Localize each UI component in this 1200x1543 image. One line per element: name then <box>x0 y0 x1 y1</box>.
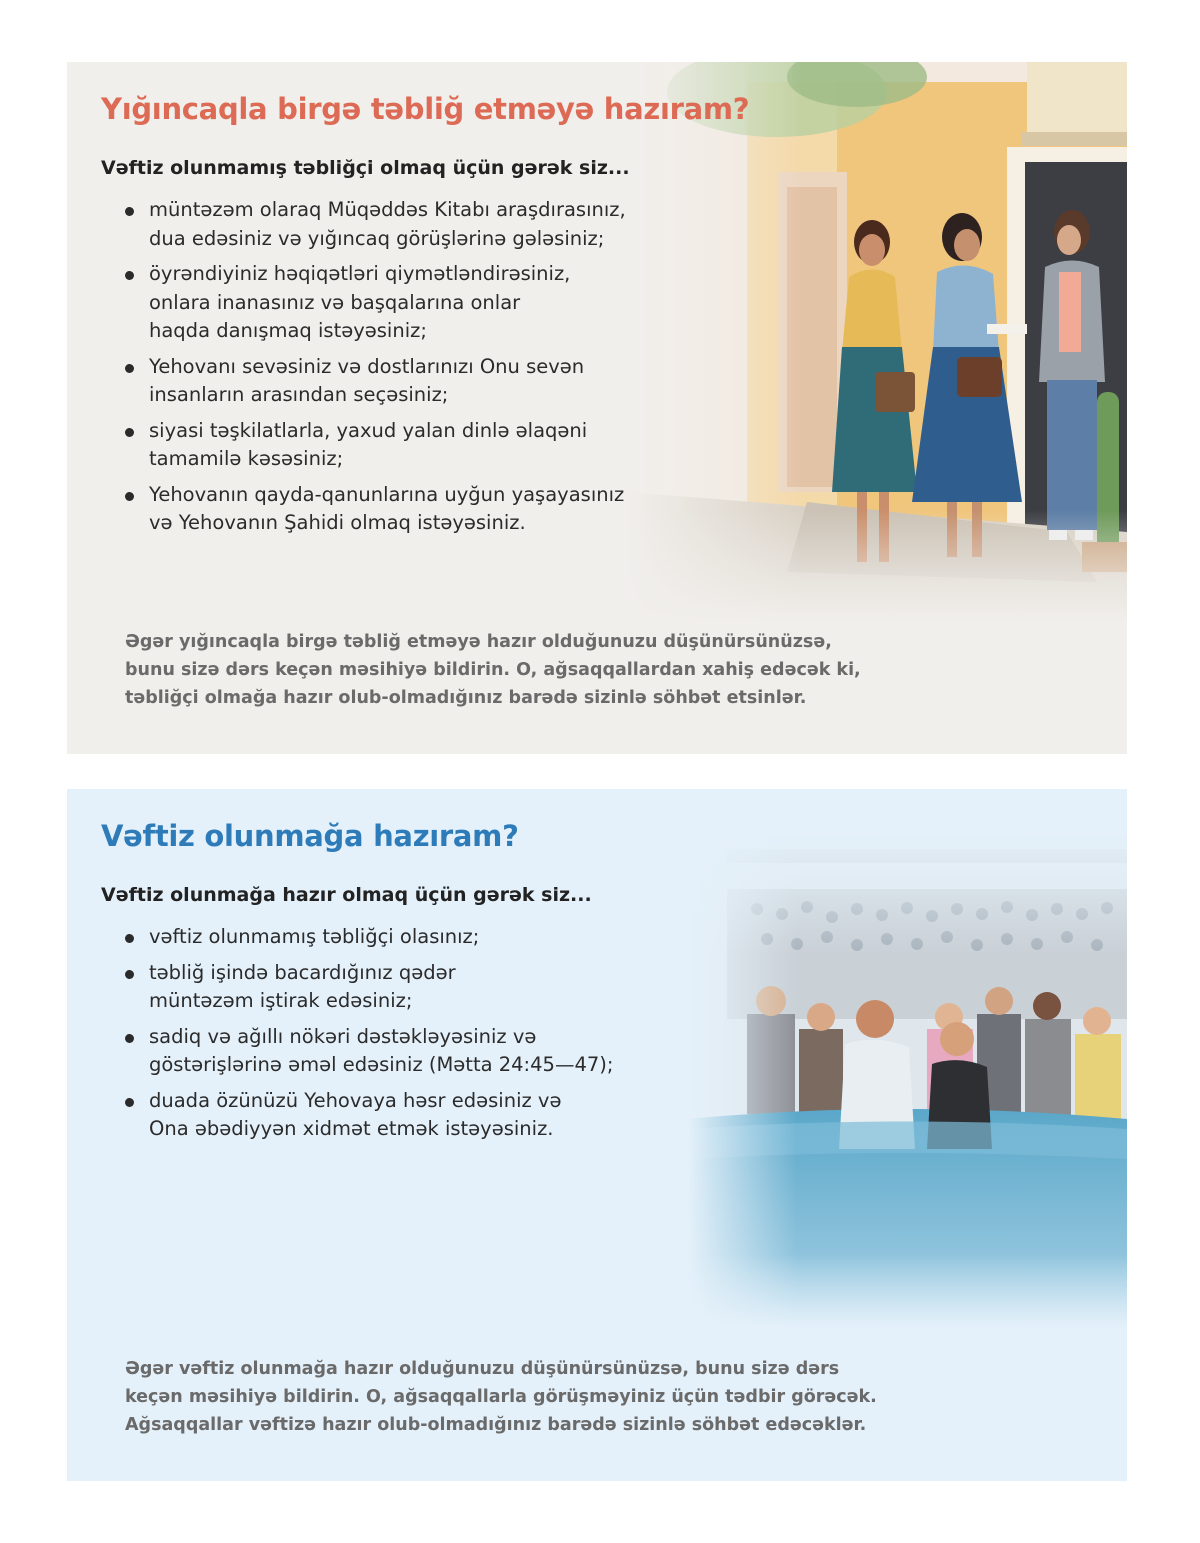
bullet-icon <box>125 207 134 216</box>
list-item-text: təbliğ işində bacardığınız qədər müntəzəm iştirak edəsiniz; <box>149 960 456 1012</box>
list-item-text: Yehovanın qayda-qanunlarına uyğun yaşayasınız və Yehovanın Şahidi olmaq istəyəsiniz. <box>149 482 625 534</box>
section-preaching <box>67 62 1127 754</box>
list-item <box>125 923 685 952</box>
bullet-icon <box>125 492 134 501</box>
section-baptism <box>67 789 1127 1481</box>
bullet-icon <box>125 1034 134 1043</box>
section-footnote: Əgər vəftiz olunmağa hazır olduğunuzu düşünürsünüzsə, bunu sizə dərs keçən məsihiyə bildirin. O, ağsaqqallarla görüşməyiniz üçün tədbir görəcək. Ağsaqqallar vəftizə hazır olub-olmadığınız barədə sizinlə söhbət edəcəklər. <box>125 1359 877 1435</box>
list-item <box>125 353 685 410</box>
list-item-text: vəftiz olunmamış təbliğçi olasınız; <box>149 925 480 948</box>
bullet-icon <box>125 271 134 280</box>
bullet-icon <box>125 970 134 979</box>
section-subtitle: Vəftiz olunmağa hazır olmaq üçün gərək siz... <box>101 884 592 906</box>
list-item-text: Yehovanı sevəsiniz və dostlarınızı Onu sevən insanların arasından seçəsiniz; <box>149 354 585 406</box>
bullet-icon <box>125 934 134 943</box>
list-item-text: sadiq və ağıllı nökəri dəstəkləyəsiniz və göstərişlərinə əməl edəsiniz (Mətta 24:45—47); <box>149 1024 614 1076</box>
bullet-icon <box>125 1098 134 1107</box>
list-item-text: duada özünüzü Yehovaya həsr edəsiniz və Ona əbədiyyən xidmət etmək istəyəsiniz. <box>149 1088 562 1140</box>
list-item-text: öyrəndiyiniz həqiqətləri qiymətləndirəsiniz, onlara inanasınız və başqalarına onlar haqda danışmaq istəyəsiniz; <box>149 262 571 342</box>
door-to-door-illustration <box>627 62 1127 622</box>
requirements-list <box>125 196 685 545</box>
list-item <box>125 196 685 253</box>
list-item-text: siyasi təşkilatlarla, yaxud yalan dinlə əlaqəni tamamilə kəsəsiniz; <box>149 418 588 470</box>
section-footnote: Əgər yığıncaqla birgə təbliğ etməyə hazır olduğunuzu düşünürsünüzsə, bunu sizə dərs keçən məsihiyə bildirin. O, ağsaqqallardan xahiş edəcək ki, təbliğçi olmağa hazır olub-olmadığınız barədə sizinlə söhbət etsinlər. <box>125 632 861 708</box>
list-item <box>125 1087 685 1144</box>
baptism-illustration <box>687 829 1127 1329</box>
list-item <box>125 481 685 538</box>
list-item <box>125 1023 685 1080</box>
bullet-icon <box>125 428 134 437</box>
list-item <box>125 959 685 1016</box>
section-subtitle: Vəftiz olunmamış təbliğçi olmaq üçün gərək siz... <box>101 157 630 179</box>
requirements-list <box>125 923 685 1151</box>
section-title: Yığıncaqla birgə təbliğ etməyə hazıram? <box>101 92 750 126</box>
list-item-text: müntəzəm olaraq Müqəddəs Kitabı araşdırasınız, dua edəsiniz və yığıncaq görüşlərinə gələsiniz; <box>149 198 626 250</box>
list-item <box>125 260 685 346</box>
list-item <box>125 417 685 474</box>
section-title: Vəftiz olunmağa hazıram? <box>101 819 519 853</box>
bullet-icon <box>125 364 134 373</box>
